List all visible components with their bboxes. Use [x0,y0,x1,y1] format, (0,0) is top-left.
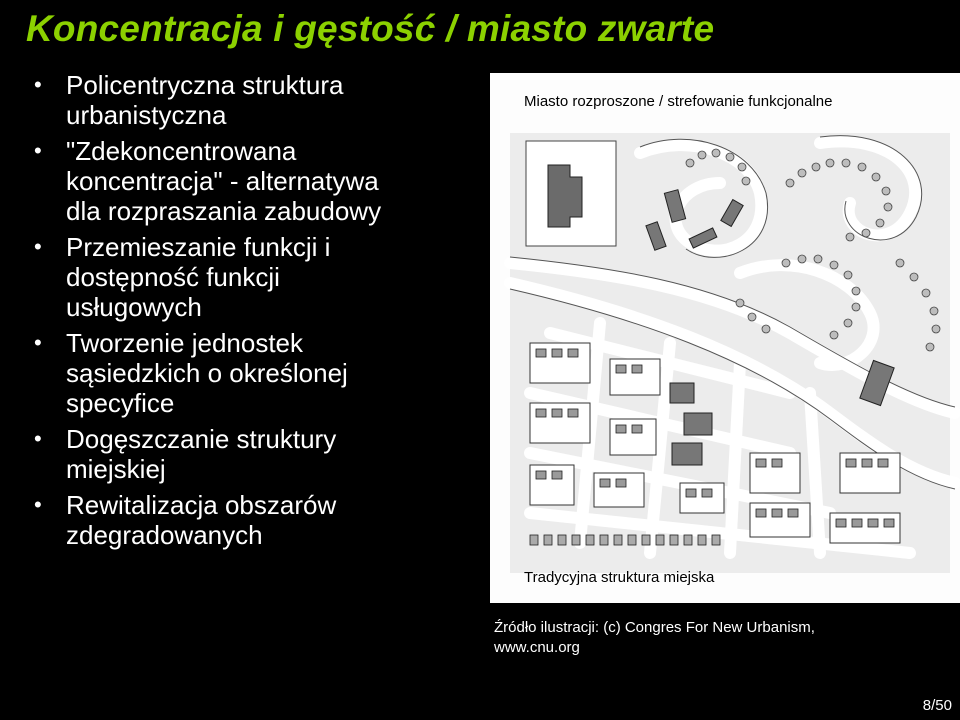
source-link[interactable]: www.cnu.org [494,639,580,656]
bullet-dot-icon: • [34,138,42,163]
bullet-text-line: miejskiej [66,454,166,484]
bullet-dot-icon: • [34,492,42,517]
source-citation [494,618,934,658]
figure-caption-top: Miasto rozproszone / strefowanie funkcjonalne [524,93,833,110]
bullet-item [26,328,466,418]
bullet-text-line: Tworzenie jednostek [66,328,304,358]
bullet-text-line: dostępność funkcji [66,262,280,292]
bullet-item [26,136,466,226]
bullet-text-line: sąsiedzkich o określonej [66,358,348,388]
bullet-text-line: Policentryczna struktura [66,70,344,100]
bullet-text-line: usługowych [66,292,202,322]
bullet-dot-icon: • [34,72,42,97]
bullet-item [26,490,466,550]
bullet-text-line: Rewitalizacja obszarów [66,490,337,520]
urban-plan-illustration [490,73,960,603]
bullet-text-line: zdegradowanych [66,520,263,550]
bullet-text-line: urbanistyczna [66,100,227,130]
bullet-dot-icon: • [34,426,42,451]
bullet-text-line: Przemieszanie funkcji i [66,232,331,262]
bullet-item [26,232,466,322]
figure-caption-bottom: Tradycyjna struktura miejska [524,569,715,586]
urban-plan-figure [490,73,960,603]
bullet-item [26,70,466,130]
bullet-text-line: "Zdekoncentrowana [66,136,297,166]
page-number: 8/50 [922,697,952,714]
slide-title: Koncentracja i gęstość / miasto zwarte [26,8,715,49]
source-line: Źródło ilustracji: (c) Congres For New Urbanism, [494,619,815,636]
bullet-text-line: Dogęszczanie struktury [66,424,337,454]
bullet-item [26,424,466,484]
bullet-text-line: specyfice [66,388,175,418]
bullet-list [26,70,466,556]
bullet-text-line: koncentracja" - alternatywa [66,166,379,196]
bullet-dot-icon: • [34,330,42,355]
bullet-text-line: dla rozpraszania zabudowy [66,196,382,226]
bullet-dot-icon: • [34,234,42,259]
